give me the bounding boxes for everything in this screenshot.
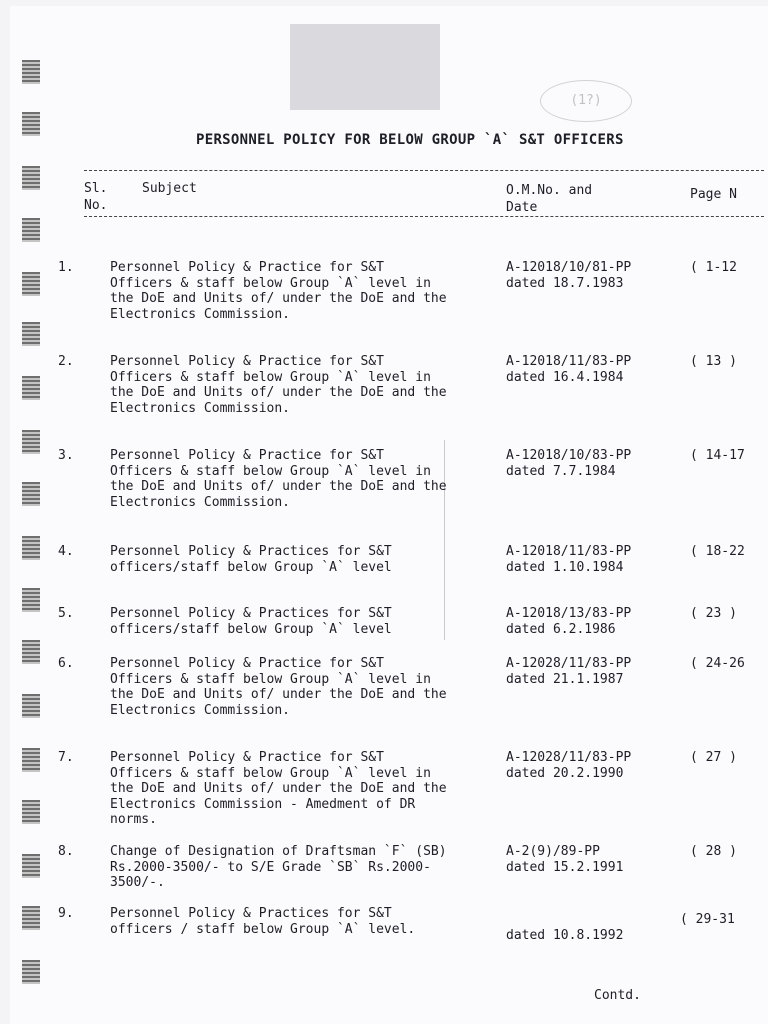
row-subject-text: Personnel Policy & Practices for S&T officers/staff below Group `A` level — [110, 544, 392, 575]
row-subject-text: Personnel Policy & Practice for S&T Officers & staff below Group `A` level in the DoE and Units of/ under the DoE and the Electronics Commission. — [110, 354, 447, 416]
row-om-number: A-12018/10/81-PP — [506, 260, 632, 275]
row-subject-text: Personnel Policy & Practice for S&T Officers & staff below Group `A` level in the DoE and Units of/ under the DoE and the Electronics Commission. — [110, 448, 447, 510]
row-om — [506, 844, 676, 875]
row-om-number: A-12028/11/83-PP — [506, 656, 632, 671]
header-rule-bottom — [84, 216, 764, 217]
row-subject — [58, 260, 454, 322]
row-number: 7. — [58, 750, 74, 765]
row-subject — [58, 656, 454, 718]
col-header-subject: Subject — [142, 181, 197, 196]
row-om — [506, 750, 676, 781]
row-om-date: dated 1.10.1984 — [506, 559, 624, 575]
row-om-date: dated 16.4.1984 — [506, 369, 624, 385]
row-number: 8. — [58, 844, 74, 859]
col-header-om: O.M.No. and Date — [506, 183, 593, 215]
row-page: ( 29-31 — [680, 912, 735, 927]
row-page: ( 1-12 — [690, 260, 737, 275]
row-om — [506, 928, 676, 944]
row-om-number: A-12028/11/83-PP — [506, 750, 632, 765]
continued-note: Contd. — [594, 988, 641, 1003]
document-title: PERSONNEL POLICY FOR BELOW GROUP `A` S&T OFFICERS — [196, 132, 624, 148]
row-page: ( 14-17 — [690, 448, 745, 463]
row-page: ( 23 ) — [690, 606, 737, 621]
row-om-number: A-12018/10/83-PP — [506, 448, 632, 463]
row-om — [506, 656, 676, 687]
row-subject-text: Personnel Policy & Practice for S&T Officers & staff below Group `A` level in the DoE and Units of/ under the DoE and the Electronics Commission. — [110, 656, 447, 718]
row-number: 2. — [58, 354, 74, 369]
scan-artifact-box — [290, 24, 440, 110]
col-header-sl: Sl. No. — [84, 181, 108, 213]
row-subject-text: Personnel Policy & Practice for S&T Officers & staff below Group `A` level in the DoE and Units of/ under the DoE and the Electronics Commission - Amedment of DR norms. — [110, 750, 447, 827]
row-number: 1. — [58, 260, 74, 275]
row-om — [506, 354, 676, 385]
row-om-date: dated 21.1.1987 — [506, 671, 624, 687]
row-subject — [58, 750, 454, 828]
row-number: 4. — [58, 544, 74, 559]
row-om-date: dated 18.7.1983 — [506, 275, 624, 291]
row-page: ( 24-26 — [690, 656, 745, 671]
row-subject-text: Change of Designation of Draftsman `F` (SB) Rs.2000-3500/- to S/E Grade `SB` Rs.2000-3500/-. — [110, 844, 447, 890]
row-om-date: dated 7.7.1984 — [506, 463, 616, 479]
row-subject — [58, 906, 454, 937]
row-om-date: dated 6.2.1986 — [506, 621, 616, 637]
row-subject — [58, 844, 454, 891]
header-rule-top — [84, 170, 764, 171]
row-om — [506, 260, 676, 291]
row-om-number: A-12018/11/83-PP — [506, 544, 632, 559]
col-header-page: Page N — [690, 187, 737, 202]
row-om-date: dated 10.8.1992 — [506, 928, 624, 943]
row-om-date: dated 20.2.1990 — [506, 765, 624, 781]
row-page: ( 28 ) — [690, 844, 737, 859]
row-subject — [58, 354, 454, 416]
row-subject-text: Personnel Policy & Practices for S&T officers/staff below Group `A` level — [110, 606, 392, 637]
binding-holes — [22, 60, 44, 1024]
row-om-number: A-12018/11/83-PP — [506, 354, 632, 369]
page-stamp: (1?) — [540, 80, 632, 122]
row-subject-text: Personnel Policy & Practice for S&T Officers & staff below Group `A` level in the DoE and Units of/ under the DoE and the Electronics Commission. — [110, 260, 447, 322]
row-subject — [58, 544, 454, 575]
row-number: 5. — [58, 606, 74, 621]
row-number: 9. — [58, 906, 74, 921]
row-subject-text: Personnel Policy & Practices for S&T officers / staff below Group `A` level. — [110, 906, 416, 937]
row-page: ( 18-22 — [690, 544, 745, 559]
row-number: 6. — [58, 656, 74, 671]
row-subject — [58, 606, 454, 637]
row-om-number: A-12018/13/83-PP — [506, 606, 632, 621]
row-om-date: dated 15.2.1991 — [506, 859, 624, 875]
row-subject — [58, 448, 454, 510]
row-om — [506, 606, 676, 637]
row-page: ( 13 ) — [690, 354, 737, 369]
row-om-number: A-2(9)/89-PP — [506, 844, 600, 859]
row-om — [506, 544, 676, 575]
row-page: ( 27 ) — [690, 750, 737, 765]
row-number: 3. — [58, 448, 74, 463]
row-om — [506, 448, 676, 479]
